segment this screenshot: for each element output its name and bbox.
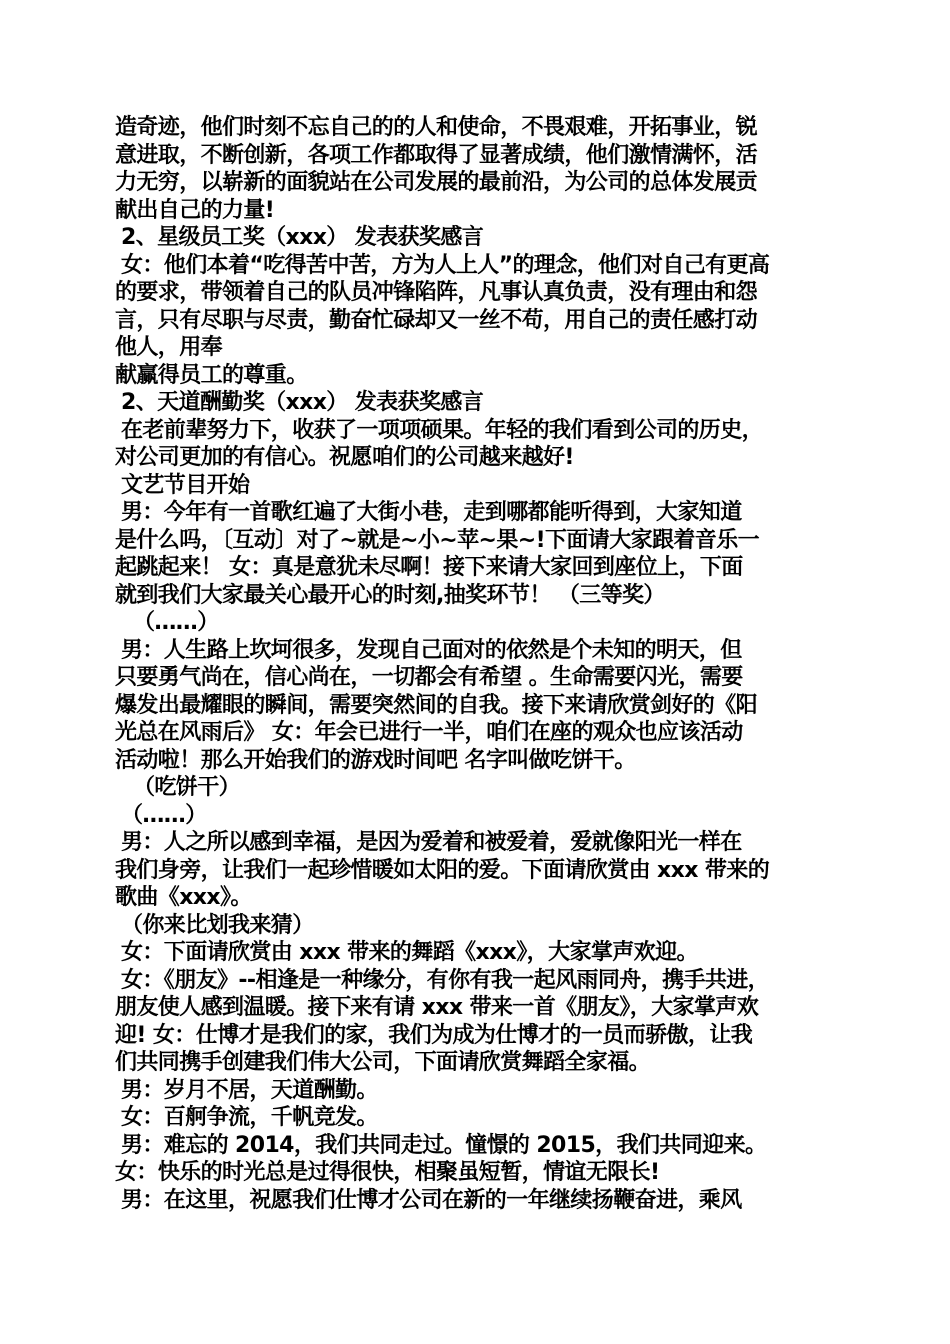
- text-line: 迎! 女：仕博才是我们的家，我们为成为仕博才的一员而骄傲，让我: [115, 1022, 753, 1048]
- text-line: 在老前辈努力下，收获了一项项硕果。年轻的我们看到公司的历史，: [121, 417, 764, 443]
- text-line: 男：在这里，祝愿我们仕博才公司在新的一年继续扬鞭奋进，乘风: [121, 1187, 742, 1213]
- text-line: 男：难忘的 2014，我们共同走过。憧憬的 2015，我们共同迎来。: [121, 1132, 767, 1158]
- text-line: 献出自己的力量!: [115, 197, 275, 223]
- text-line: 言，只有尽职与尽责，勤奋忙碌却又一丝不苟，用自己的责任感打动: [115, 307, 758, 333]
- text-line: 男：人之所以感到幸福，是因为爱着和被爱着，爱就像阳光一样在: [121, 830, 742, 855]
- text-line: 意进取，不断创新，各项工作都取得了显著成绩，他们激情满怀，活: [115, 142, 758, 168]
- section-heading: 文艺节目开始: [121, 472, 250, 498]
- text-line: 女：下面请欣赏由 xxx 带来的舞蹈《xxx》，大家掌声欢迎。: [121, 940, 698, 965]
- text-line: 活动啦！那么开始我们的游戏时间吧 名字叫做吃饼干。: [115, 747, 636, 773]
- text-line: 献赢得员工的尊重。: [115, 362, 308, 388]
- text-line: （你来比划我来猜）: [121, 912, 314, 938]
- text-line: 就到我们大家最关心最开心的时刻,抽奖环节！ （三等奖）: [115, 582, 665, 608]
- text-line: 造奇迹，他们时刻不忘自己的的人和使命，不畏艰难，开拓事业，锐: [115, 115, 758, 140]
- text-line: （……）: [121, 802, 207, 828]
- section-heading: 2、星级员工奖（xxx） 发表获奖感言: [121, 225, 484, 250]
- section-heading: 2、天道酬勤奖（xxx） 发表获奖感言: [121, 390, 484, 415]
- document-body: [115, 114, 835, 1214]
- text-line: 我们身旁，让我们一起珍惜暖如太阳的爱。下面请欣赏由 xxx 带来的: [115, 857, 770, 883]
- text-line: 光总在风雨后》 女：年会已进行一半，咱们在座的观众也应该活动: [115, 720, 743, 745]
- text-line: （……）: [133, 610, 219, 635]
- text-line: 歌曲《xxx》。: [115, 885, 252, 910]
- text-line: 女：百舸争流，千帆竞发。: [121, 1105, 378, 1130]
- text-line: 爆发出最耀眼的瞬间，需要突然间的自我。接下来请欣赏剑好的《阳: [115, 692, 758, 718]
- text-line: 女：《朋友》--相逢是一种缘分，有你有我一起风雨同舟，携手共进，: [121, 967, 770, 993]
- text-line: 起跳起来！ 女：真是意犹未尽啊！接下来请大家回到座位上，下面: [115, 555, 743, 580]
- text-line: 只要勇气尚在，信心尚在，一切都会有希望 。生命需要闪光，需要: [115, 665, 743, 690]
- text-line: （吃饼干）: [133, 775, 241, 800]
- text-line: 朋友使人感到温暖。接下来有请 xxx 带来一首《朋友》，大家掌声欢: [115, 995, 759, 1020]
- text-line: 男：岁月不居，天道酬勤。: [121, 1077, 378, 1103]
- text-line: 的要求，带领着自己的队员冲锋陷阵，凡事认真负责，没有理由和怨: [115, 280, 758, 305]
- text-line: 女：他们本着“吃得苦中苦，方为人上人”的理念，他们对自己有更高: [121, 252, 770, 278]
- text-line: 对公司更加的有信心。祝愿咱们的公司越来越好!: [115, 445, 574, 470]
- text-line: 男：人生路上坎坷很多，发现自己面对的依然是个未知的明天，但: [121, 637, 742, 663]
- text-line: 女：快乐的时光总是过得很快，相聚虽短暂，情谊无限长!: [115, 1160, 660, 1185]
- text-line: 们共同携手创建我们伟大公司，下面请欣赏舞蹈全家福。: [115, 1050, 651, 1075]
- text-line: 他人，用奉: [115, 335, 223, 360]
- text-line: 男：今年有一首歌红遍了大街小巷，走到哪都能听得到，大家知道: [121, 500, 742, 525]
- text-line: 是什么吗，〔互动〕对了~就是~小~苹~果~!下面请大家跟着音乐一: [115, 527, 760, 553]
- text-line: 力无穷，以崭新的面貌站在公司发展的最前沿，为公司的总体发展贡: [115, 170, 758, 195]
